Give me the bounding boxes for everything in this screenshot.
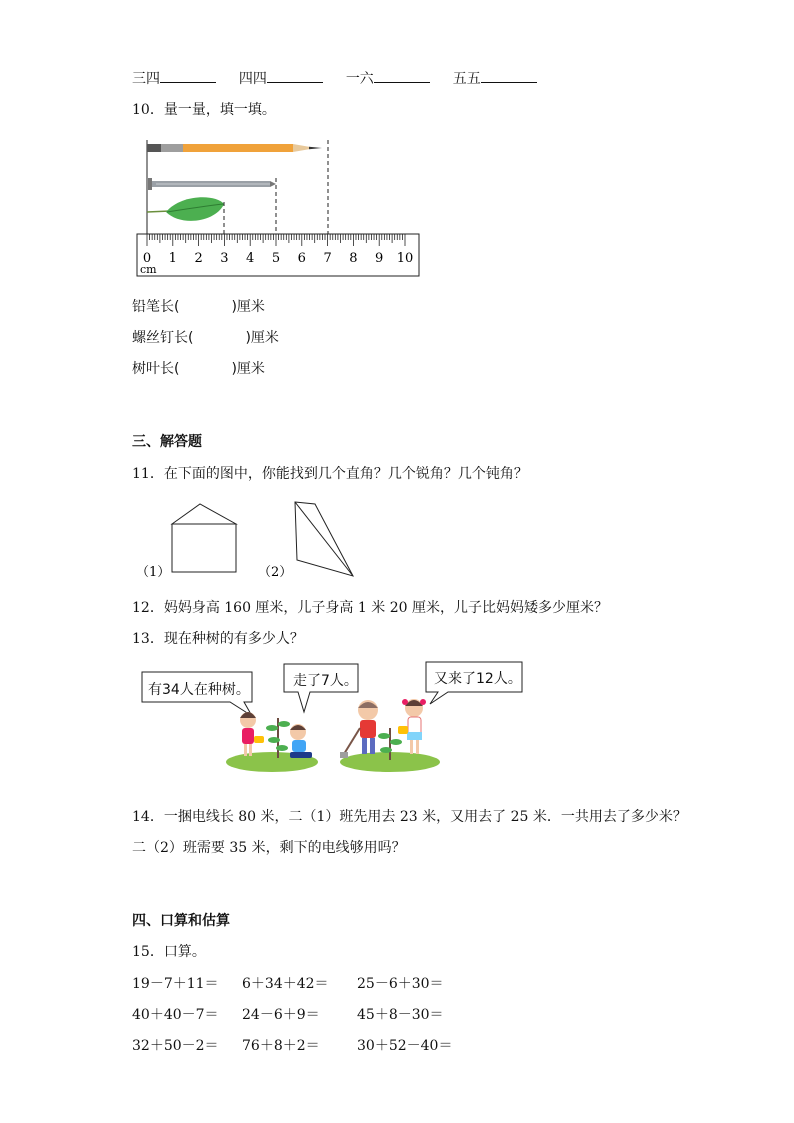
bubble-1-text: 有34人在种树。 xyxy=(148,682,250,698)
ruler-number: 8 xyxy=(349,251,358,266)
ruler-number: 7 xyxy=(323,251,332,266)
q9-item-3: 一六 xyxy=(345,71,374,87)
q9-blank-2[interactable] xyxy=(267,68,323,83)
quadrilateral-figure xyxy=(295,502,353,576)
q12-text: 12．妈妈身高 160 厘米，儿子身高 1 米 20 厘米，儿子比妈妈矮多少厘米？ xyxy=(132,600,608,616)
bubble-3-text: 又来了12人。 xyxy=(434,671,522,687)
q13-text: 13．现在种树的有多少人？ xyxy=(132,631,304,647)
calc-cell: 6＋34＋42＝ xyxy=(242,976,329,992)
calc-cell: 76＋8＋2＝ xyxy=(242,1038,320,1054)
q14-text-line1: 14．一捆电线长 80 米，二（1）班先用去 23 米，又用去了 25 米．一共用去了多少米？ xyxy=(132,809,687,825)
section4-title: 四、口算和估算 xyxy=(132,913,230,929)
house-shape-figure xyxy=(172,504,236,572)
boy-shovel-icon xyxy=(340,700,378,758)
ruler-number: 10 xyxy=(396,251,414,266)
ruler-number: 9 xyxy=(375,251,384,266)
calc-cell: 19－7＋11＝ xyxy=(132,976,219,992)
calc-cell: 45＋8－30＝ xyxy=(357,1007,444,1023)
pencil-label: 铅笔长( xyxy=(132,299,180,315)
calc-cell: 40＋40－7＝ xyxy=(132,1007,219,1023)
sapling-left-icon xyxy=(266,718,290,758)
pencil-unit: )厘米 xyxy=(231,299,265,315)
leaf-label: 树叶长( xyxy=(132,361,180,377)
q9-item-2: 四四 xyxy=(238,71,267,87)
leaf-unit: )厘米 xyxy=(231,361,265,377)
calc-cell: 24－6＋9＝ xyxy=(242,1007,320,1023)
ruler-icon xyxy=(137,234,419,276)
girl-watering-icon xyxy=(240,712,264,756)
ruler-number: 4 xyxy=(246,251,255,266)
ruler-number: 2 xyxy=(194,251,203,266)
q10-title: 10．量一量，填一填。 xyxy=(132,102,276,118)
q10-line-leaf xyxy=(132,358,265,378)
figure-label-1: （1） xyxy=(136,565,171,580)
figure-label-2: （2） xyxy=(258,565,293,580)
q9-blank-1[interactable] xyxy=(160,68,216,83)
q15-title: 15．口算。 xyxy=(132,944,206,960)
q9-item-1: 三四 xyxy=(132,71,160,87)
ruler-number: 6 xyxy=(297,251,306,266)
ruler-number: 1 xyxy=(168,251,177,266)
ruler-number: 5 xyxy=(271,251,281,266)
calc-cell: 32＋50－2＝ xyxy=(132,1038,219,1054)
girl-right-icon xyxy=(398,699,426,754)
ruler-number: 0 xyxy=(142,251,152,266)
ruler-number: 3 xyxy=(220,251,229,266)
pencil-body xyxy=(183,144,293,152)
q11-figures xyxy=(132,496,362,582)
q10-line-pencil xyxy=(132,296,265,316)
screw-icon xyxy=(148,178,276,190)
calc-cell: 25－6＋30＝ xyxy=(357,976,444,992)
pencil-icon xyxy=(147,144,322,152)
q9-item-4: 五五 xyxy=(452,71,481,87)
bubble-2-text: 走了7人。 xyxy=(293,673,358,689)
section3-title: 三、解答题 xyxy=(132,434,202,450)
leaf-icon xyxy=(147,197,224,221)
measurement-figure xyxy=(136,132,422,278)
q9-fill-row xyxy=(132,68,537,88)
calc-cell: 30＋52－40＝ xyxy=(357,1038,453,1054)
q9-blank-3[interactable] xyxy=(374,68,430,83)
ruler-unit: cm xyxy=(140,263,157,276)
screw-unit: )厘米 xyxy=(245,330,279,346)
q14-text-line2: 二（2）班需要 35 米，剩下的电线够用吗？ xyxy=(132,840,406,856)
boy-kneeling-icon xyxy=(290,724,312,758)
screw-label: 螺丝钉长( xyxy=(132,330,194,346)
q10-line-screw xyxy=(132,327,279,347)
q9-blank-4[interactable] xyxy=(481,68,537,83)
q11-text: 11．在下面的图中，你能找到几个直角？几个锐角？几个钝角？ xyxy=(132,466,528,482)
